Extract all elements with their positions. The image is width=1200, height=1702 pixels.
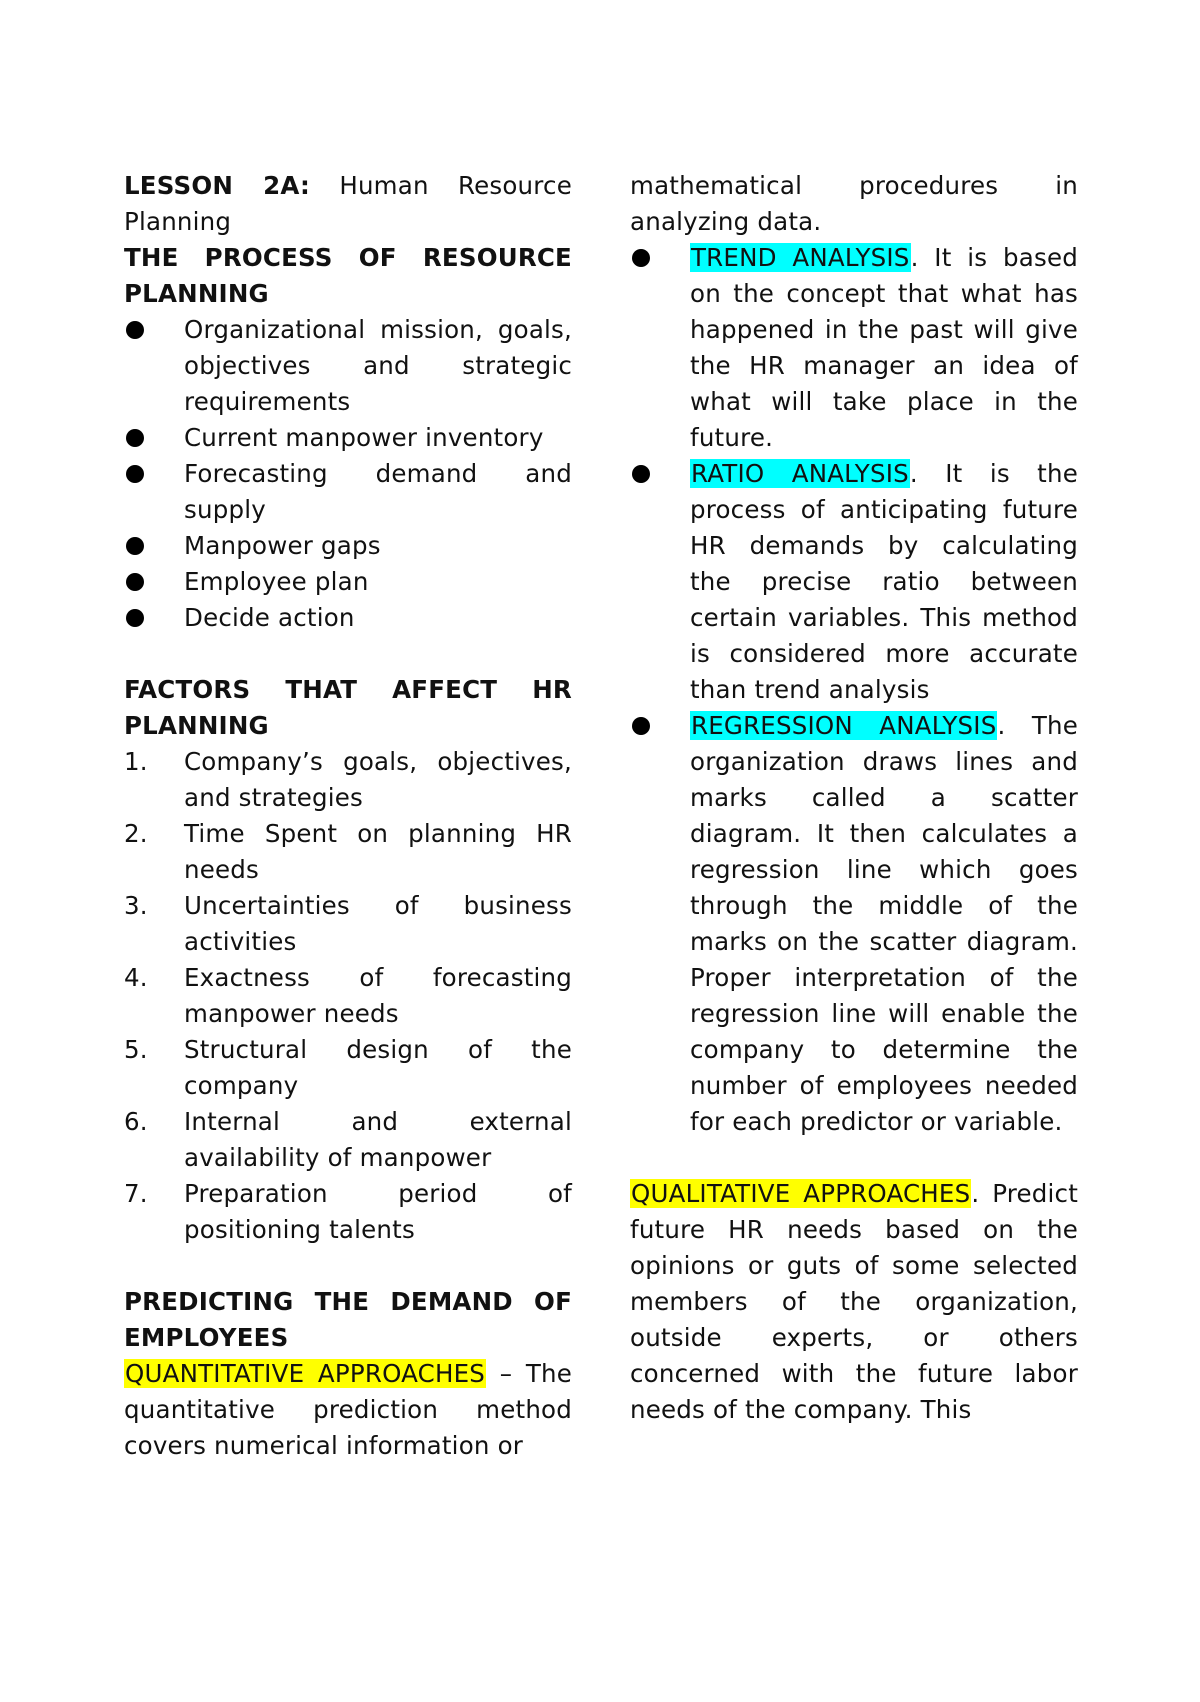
- list-item: TREND ANALYSIS. It is based on the concept that what has happened in the past will give the HR manager an idea of what will take place in the future.: [630, 240, 1078, 456]
- list-number: 7.: [124, 1179, 148, 1208]
- analysis-term: REGRESSION ANALYSIS: [691, 711, 997, 740]
- list-item: Forecasting demand and supply: [124, 456, 572, 528]
- list-item: RATIO ANALYSIS. It is the process of anticipating future HR demands by calculating the precise ratio between certain variables. This method is considered more accurate than trend analysis: [630, 456, 1078, 708]
- list-item: Current manpower inventory: [124, 420, 572, 456]
- list-number: 6.: [124, 1107, 148, 1136]
- right-column: [630, 168, 1078, 1428]
- quantitative-term: QUANTITATIVE APPROACHES: [125, 1359, 486, 1388]
- qualitative-term: QUALITATIVE APPROACHES: [631, 1179, 971, 1208]
- lesson-label: LESSON 2A:: [124, 171, 310, 200]
- list-item: Organizational mission, goals, objectives and strategic requirements: [124, 312, 572, 420]
- factors-list: [124, 744, 572, 1248]
- bullet-icon: [126, 609, 144, 627]
- list-item: 5. Structural design of the company: [124, 1032, 572, 1104]
- process-heading: THE PROCESS OF RESOURCE PLANNING: [124, 243, 572, 308]
- list-item: 4. Exactness of forecasting manpower needs: [124, 960, 572, 1032]
- analysis-list: [630, 240, 1078, 1140]
- list-item: 7. Preparation period of positioning talents: [124, 1176, 572, 1248]
- bullet-icon: [126, 429, 144, 447]
- quantitative-paragraph: [124, 1356, 572, 1464]
- bullet-icon: [632, 465, 650, 483]
- list-item: 3. Uncertainties of business activities: [124, 888, 572, 960]
- left-column: [124, 168, 572, 1464]
- list-item: 6. Internal and external availability of manpower: [124, 1104, 572, 1176]
- lesson-title: [124, 168, 572, 240]
- bullet-icon: [632, 249, 650, 267]
- factors-heading: FACTORS THAT AFFECT HR PLANNING: [124, 675, 572, 740]
- analysis-term: RATIO ANALYSIS: [691, 459, 909, 488]
- list-item: REGRESSION ANALYSIS. The organization draws lines and marks called a scatter diagram. It then calculates a regression line which goes through the middle of the marks on the scatter diagram. Proper interpretation of the regression line will enable the company to determine the number of employees needed for each predictor or variable.: [630, 708, 1078, 1140]
- list-item: 1. Company’s goals, objectives, and strategies: [124, 744, 572, 816]
- quantitative-text: – The quantitative prediction method covers numerical information or: [124, 1359, 573, 1460]
- qualitative-paragraph: [630, 1176, 1078, 1428]
- continuation-text: mathematical procedures in analyzing data.: [630, 171, 1078, 236]
- list-item: Manpower gaps: [124, 528, 572, 564]
- list-number: 4.: [124, 963, 148, 992]
- bullet-icon: [126, 465, 144, 483]
- bullet-icon: [126, 321, 144, 339]
- analysis-term: TREND ANALYSIS: [691, 243, 910, 272]
- list-number: 3.: [124, 891, 148, 920]
- list-number: 5.: [124, 1035, 148, 1064]
- process-list: [124, 312, 572, 636]
- spacer: [630, 1140, 1078, 1176]
- list-item: 2. Time Spent on planning HR needs: [124, 816, 572, 888]
- bullet-icon: [632, 717, 650, 735]
- spacer: [124, 1248, 572, 1284]
- spacer: [124, 636, 572, 672]
- bullet-icon: [126, 537, 144, 555]
- predicting-heading: PREDICTING THE DEMAND OF EMPLOYEES: [124, 1287, 572, 1352]
- qualitative-text: . Predict future HR needs based on the opinions or guts of some selected members of the organization, outside experts, or others concerned with the future labor needs of the company. This: [630, 1179, 1079, 1424]
- bullet-icon: [126, 573, 144, 591]
- list-item: Decide action: [124, 600, 572, 636]
- list-number: 1.: [124, 747, 148, 776]
- list-number: 2.: [124, 819, 148, 848]
- lesson-subject: Human Resource Planning: [124, 171, 572, 236]
- list-item: Employee plan: [124, 564, 572, 600]
